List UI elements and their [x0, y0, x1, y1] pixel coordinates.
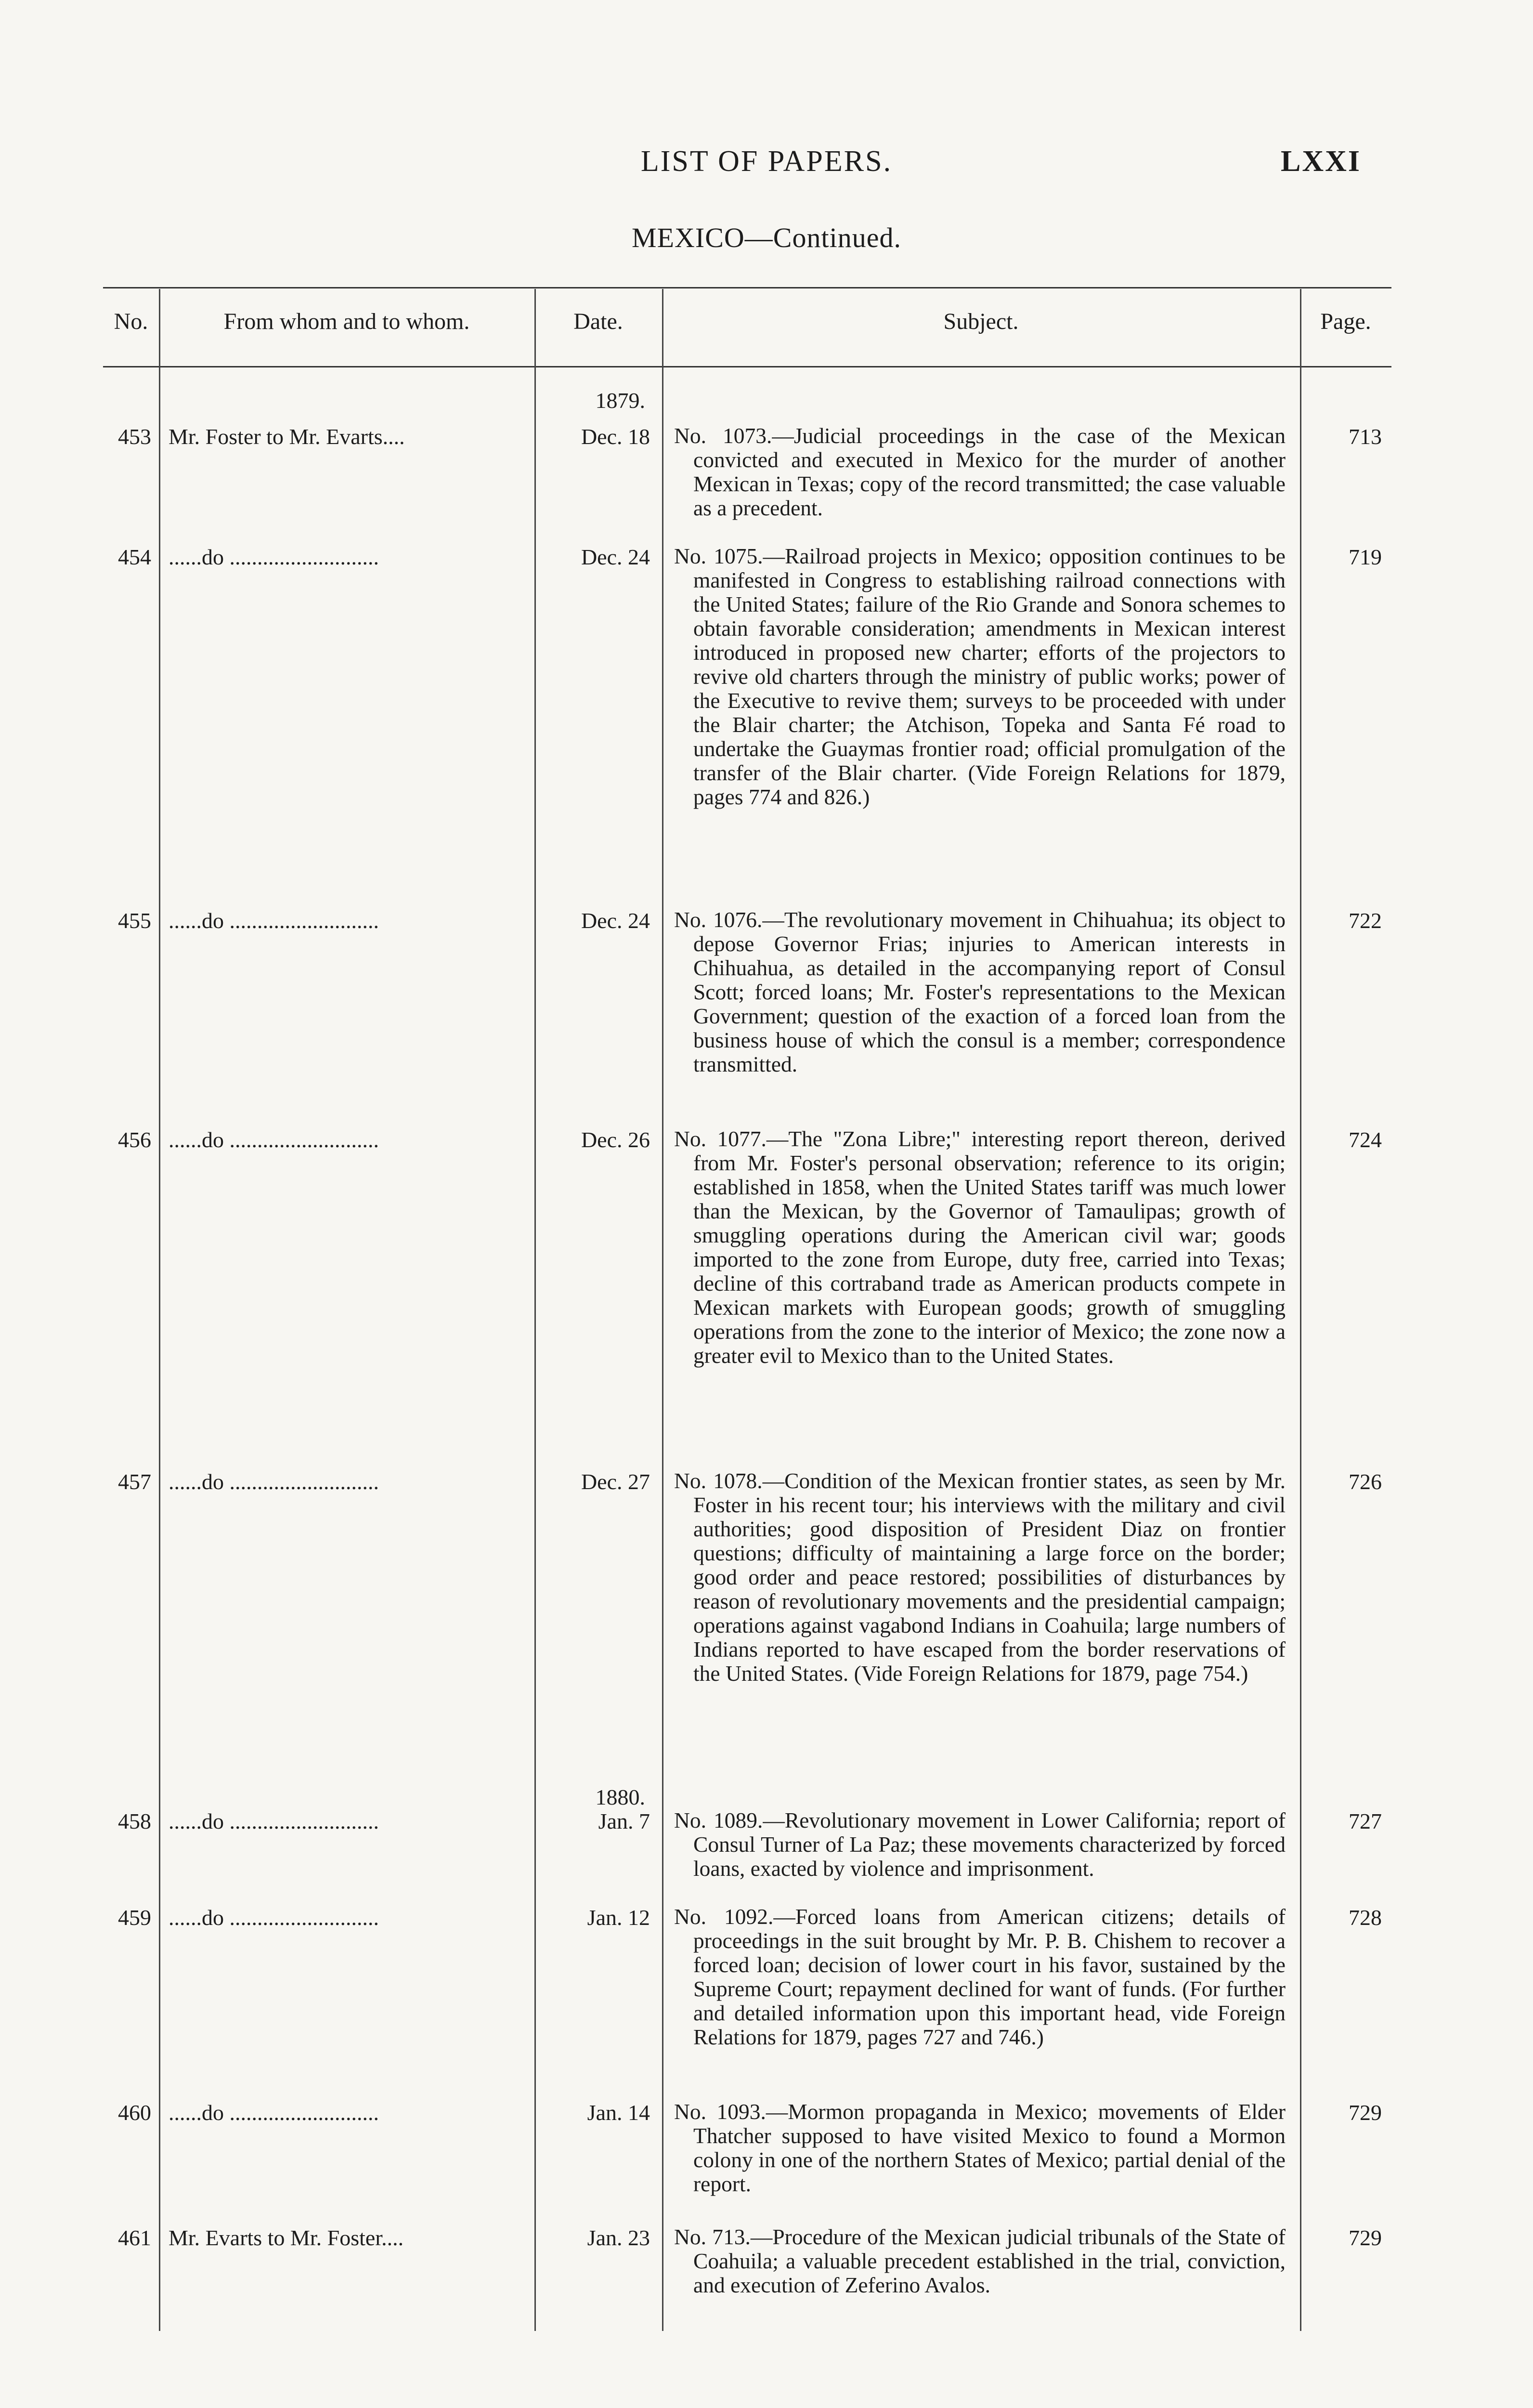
column-header-from: From whom and to whom.	[223, 309, 470, 334]
row-page: 722	[1349, 908, 1382, 933]
table-header-rule	[103, 366, 1391, 367]
year-label: 1879.	[595, 388, 645, 413]
page-header-title: LIST OF PAPERS.	[640, 145, 893, 178]
row-subject: No. 713.—Procedure of the Mexican judicial tribunals of the State of Coahuila; a valuable precedent established in the trial, conviction, and execution of Zeferino Avalos.	[674, 2225, 1286, 2297]
row-page: 719	[1349, 545, 1382, 569]
row-from-to: ......do ...........................	[169, 2100, 379, 2125]
row-page: 724	[1349, 1127, 1382, 1152]
table-top-rule	[103, 287, 1391, 288]
row-subject: No. 1089.—Revolutionary movement in Lower California; report of Consul Turner of La Paz; these movements characterized by forced loans, exacted by violence and imprisonment.	[674, 1808, 1286, 1881]
row-from-to: ......do ...........................	[169, 908, 379, 933]
row-date: Dec. 27	[581, 1469, 650, 1494]
row-date: Jan. 12	[587, 1905, 650, 1930]
row-subject: No. 1076.—The revolutionary movement in Chihuahua; its object to depose Governor Frias; injuries to American interests in Chihuahua, as detailed in the accompanying report of Consul Scott; forced loans; Mr. Foster's representations to the Mexican Government; question of the exaction of a forced loan from the business house of which the consul is a member; correspondence transmitted.	[674, 907, 1286, 1076]
row-page: 713	[1349, 424, 1382, 449]
row-number: 459	[118, 1905, 151, 1930]
row-from-to: ......do ...........................	[169, 1127, 379, 1152]
column-divider	[1300, 289, 1301, 2331]
row-date: Dec. 24	[581, 545, 650, 569]
column-header-date: Date.	[573, 309, 623, 334]
row-page: 727	[1349, 1809, 1382, 1833]
column-divider	[662, 289, 663, 2331]
row-number: 461	[118, 2225, 151, 2250]
row-number: 455	[118, 908, 151, 933]
row-from-to: Mr. Foster to Mr. Evarts....	[169, 424, 405, 449]
row-subject: No. 1075.—Railroad projects in Mexico; opposition continues to be manifested in Congress to establishing railroad connections with the United States; failure of the Rio Grande and Sonora schemes to obtain favorable consideration; amendments in Mexican interest introduced in proposed new charter; efforts of the projectors to revive old charters through the ministry of public works; power of the Executive to revive them; surveys to be proceeded with under the Blair charter; the Atchison, Topeka and Santa Fé road to undertake the Guaymas frontier road; official promulgation of the transfer of the Blair charter. (Vide Foreign Relations for 1879, pages 774 and 826.)	[674, 544, 1286, 809]
row-page: 726	[1349, 1469, 1382, 1494]
row-from-to: Mr. Evarts to Mr. Foster....	[169, 2225, 404, 2250]
row-subject: No. 1092.—Forced loans from American citizens; details of proceedings in the suit brought by Mr. P. B. Chishem to recover a forced loan; decision of lower court in his favor, sustained by the Supreme Court; repayment declined for want of funds. (For further and detailed information upon this important head, vide Foreign Relations for 1879, pages 727 and 746.)	[674, 1904, 1286, 2049]
row-number: 453	[118, 424, 151, 449]
row-date: Jan. 14	[587, 2100, 650, 2125]
column-header-no: No.	[114, 309, 148, 334]
row-number: 454	[118, 545, 151, 569]
row-subject: No. 1077.—The "Zona Libre;" interesting report thereon, derived from Mr. Foster's personal observation; reference to its origin; established in 1858, when the United States tariff was much lower than the Mexican, by the Governor of Tamaulipas; growth of smuggling operations during the American civil war; goods imported to the zone from Europe, duty free, carried into Texas; decline of this cortraband trade as American products compete in Mexican markets with European goods; growth of smuggling operations from the zone to the interior of Mexico; the zone now a greater evil to Mexico than to the United States.	[674, 1126, 1286, 1368]
row-number: 458	[118, 1809, 151, 1833]
row-number: 456	[118, 1127, 151, 1152]
row-from-to: ......do ...........................	[169, 1905, 379, 1930]
row-date: Jan. 7	[598, 1809, 650, 1833]
column-header-page: Page.	[1320, 309, 1371, 334]
row-date: Jan. 23	[587, 2225, 650, 2250]
row-subject: No. 1093.—Mormon propaganda in Mexico; movements of Elder Thatcher supposed to have visited Mexico to found a Mormon colony in one of the northern States of Mexico; partial denial of the report.	[674, 2099, 1286, 2196]
row-number: 460	[118, 2100, 151, 2125]
column-divider	[159, 289, 160, 2331]
row-page: 729	[1349, 2225, 1382, 2250]
row-date: Dec. 26	[581, 1127, 650, 1152]
section-subtitle: MEXICO—Continued.	[632, 222, 901, 253]
row-subject: No. 1073.—Judicial proceedings in the case of the Mexican convicted and executed in Mexico for the murder of another Mexican in Texas; copy of the record transmitted; the case valuable as a precedent.	[674, 423, 1286, 520]
row-date: Dec. 18	[581, 424, 650, 449]
row-page: 728	[1349, 1905, 1382, 1930]
row-from-to: ......do ...........................	[169, 1469, 379, 1494]
column-header-subject: Subject.	[943, 309, 1019, 334]
column-divider	[534, 289, 536, 2331]
row-date: Dec. 24	[581, 908, 650, 933]
row-number: 457	[118, 1469, 151, 1494]
row-from-to: ......do ...........................	[169, 545, 379, 569]
row-from-to: ......do ...........................	[169, 1809, 379, 1833]
row-subject: No. 1078.—Condition of the Mexican frontier states, as seen by Mr. Foster in his recent tour; his interviews with the military and civil authorities; good disposition of President Diaz on frontier questions; difficulty of maintaining a large force on the border; good order and peace restored; possibilities of disturbances by reason of revolutionary movements and the presidential campaign; operations against vagabond Indians in Coahuila; large numbers of Indians reported to have escaped from the border reservations of the United States. (Vide Foreign Relations for 1879, page 754.)	[674, 1468, 1286, 1686]
page-number: LXXI	[1281, 145, 1362, 178]
year-label: 1880.	[595, 1785, 645, 1809]
row-page: 729	[1349, 2100, 1382, 2125]
